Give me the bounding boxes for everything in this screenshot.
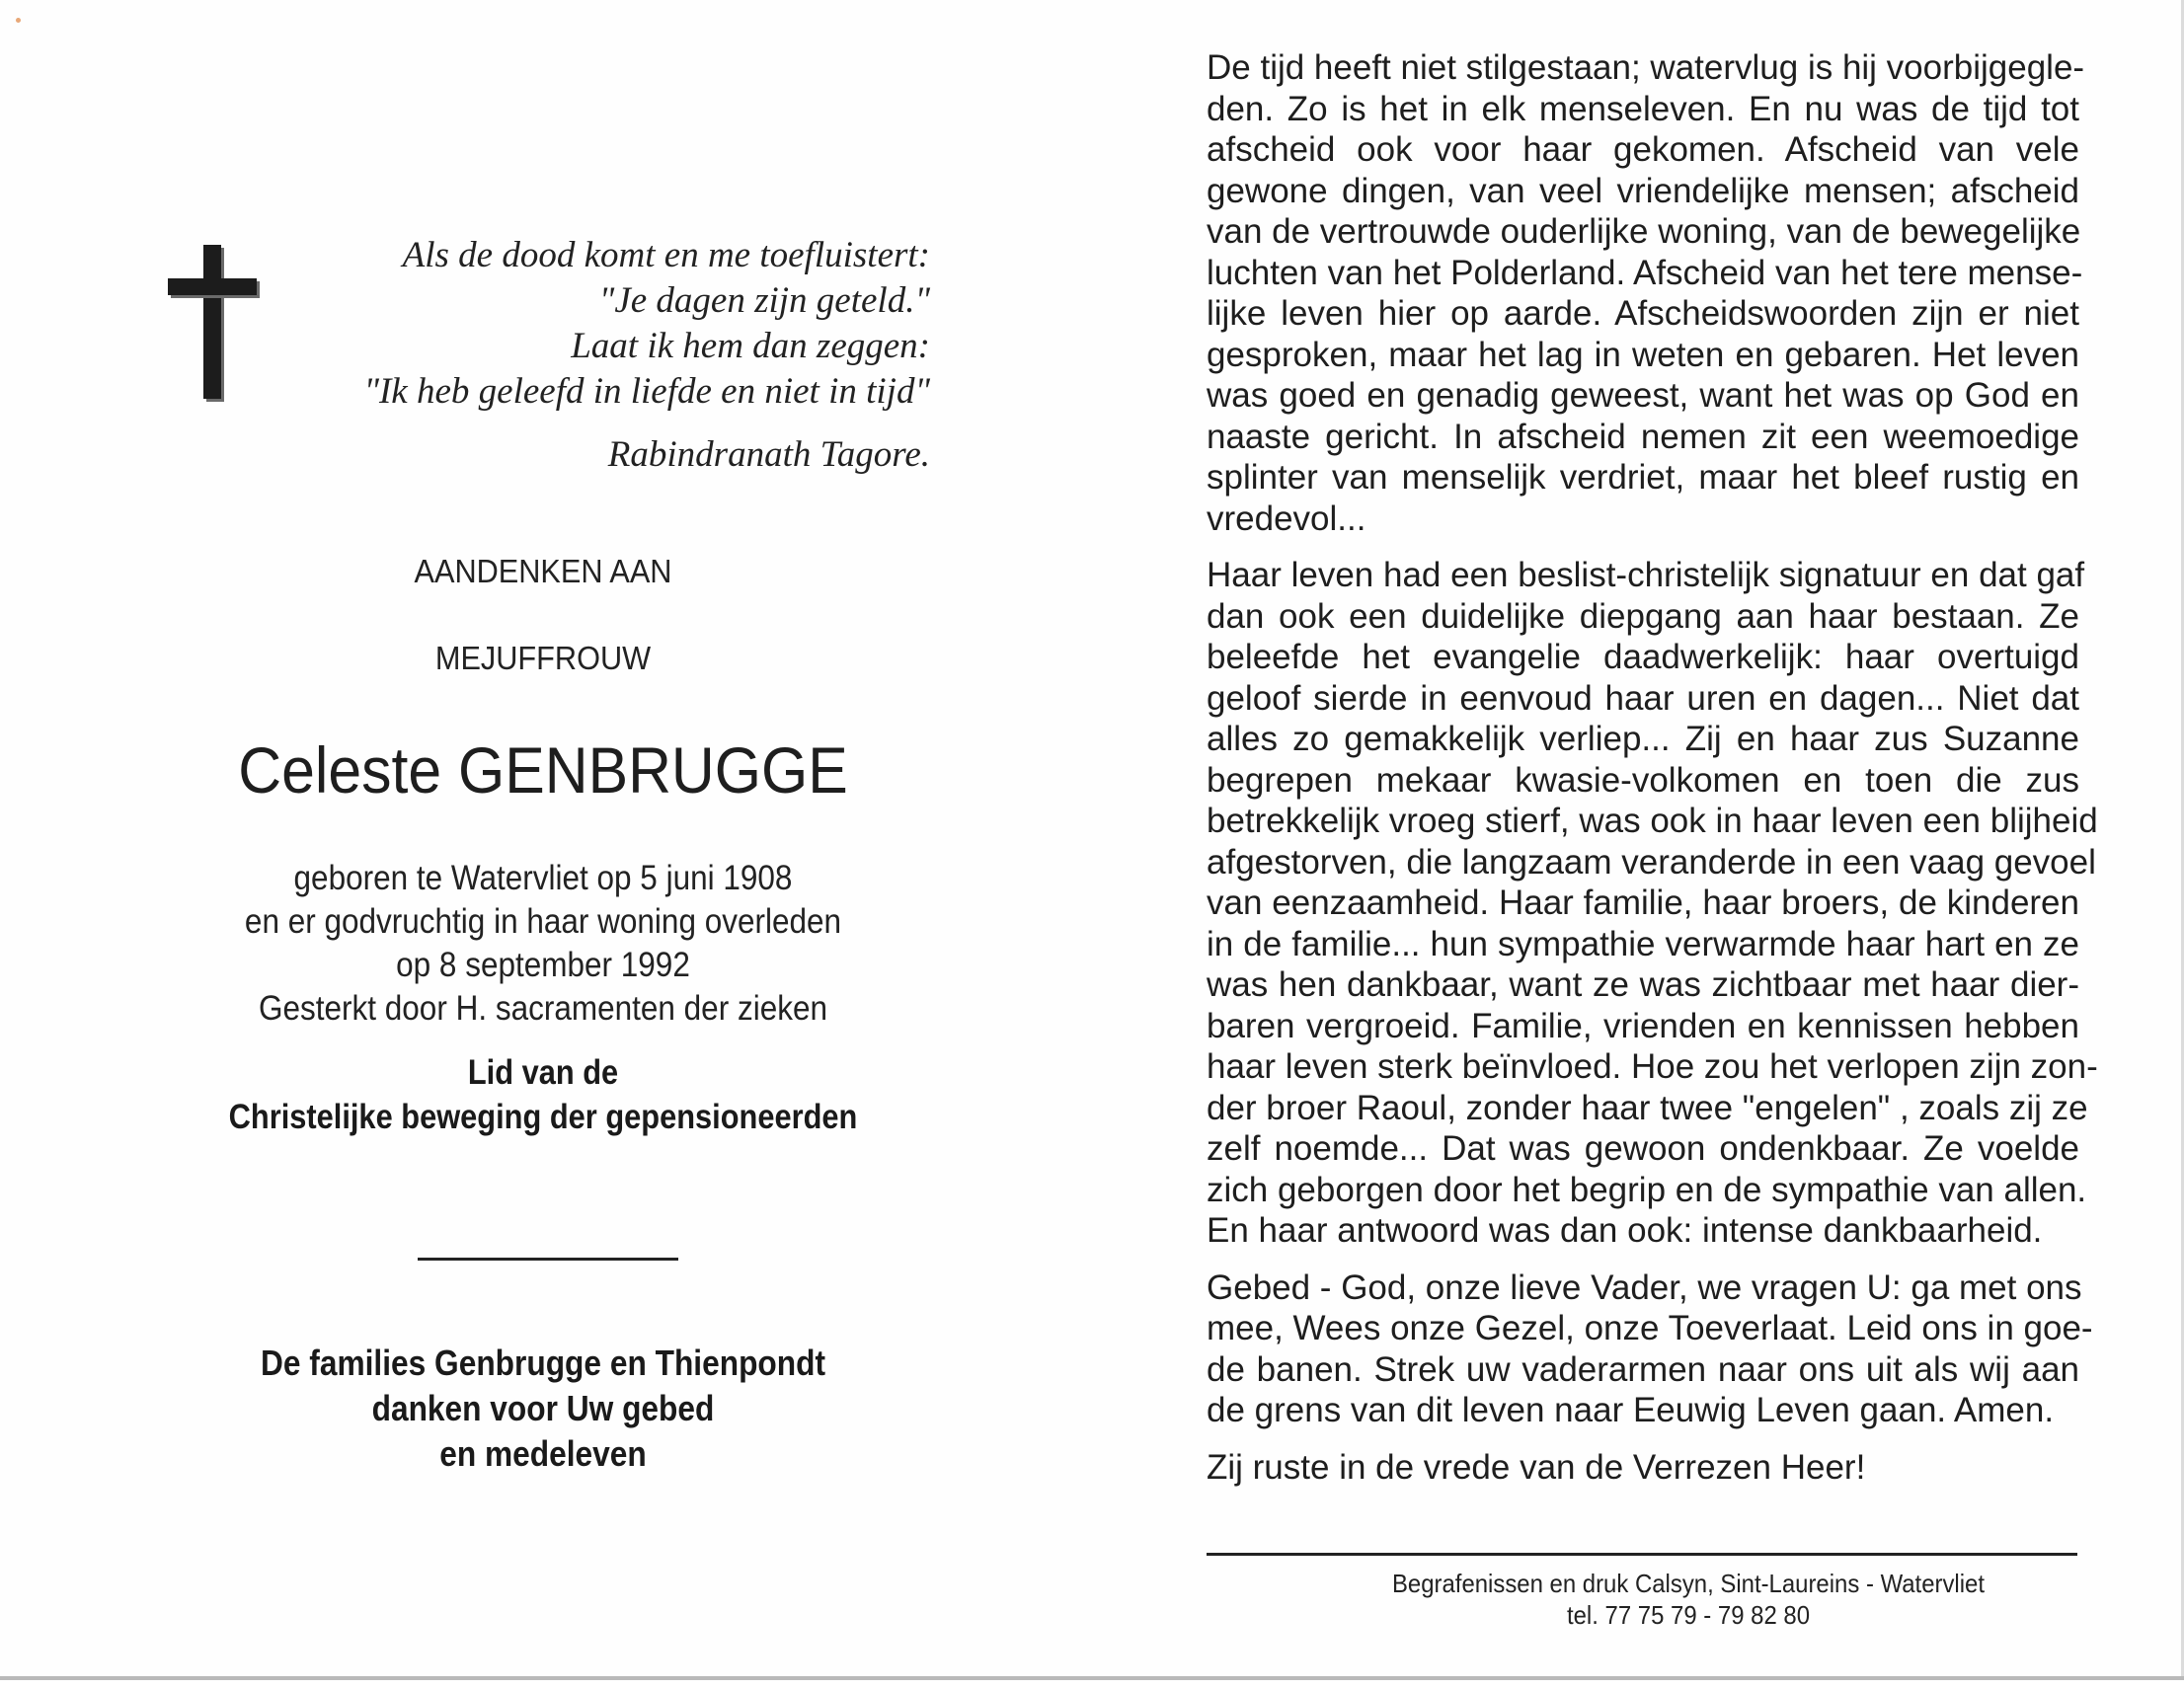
- text-line: afgestorven, die langzaam veranderde in een vaag gevoel: [1207, 842, 2096, 882]
- closing-line: [1207, 1447, 2079, 1489]
- text-line: begrepen mekaar kwasie-volkomen en toen die zus: [1207, 760, 2079, 800]
- text-line: lijke leven hier op aarde. Afscheidswoorden zijn er niet: [1207, 294, 2079, 333]
- text-line: gesproken, maar het lag in weten en gebaren. Het leven: [1207, 335, 2079, 374]
- membership: [170, 1050, 917, 1139]
- text-line: splinter van menselijk verdriet, maar het bleef rustig en: [1207, 458, 2079, 497]
- cross-icon: [168, 245, 259, 399]
- poem-line: Laat ik hem dan zeggen:: [571, 326, 930, 366]
- text-line: dan ook een duidelijke diepgang aan haar bestaan. Ze: [1207, 596, 2079, 636]
- thanks-line: De families Genbrugge en Thienpondt: [260, 1343, 826, 1383]
- text-line: was goed en genadig geweest, want het was op God en: [1207, 376, 2079, 415]
- paragraph-prayer: [1207, 1267, 2093, 1431]
- paragraph-farewell: [1207, 47, 2085, 539]
- poem-author: Rabindranath Tagore.: [607, 434, 930, 475]
- text-line: beleefde het evangelie daadwerkelijk: haar overtuigd: [1207, 638, 2079, 676]
- printer-footer: [1316, 1568, 2061, 1631]
- poem-line: "Je dagen zijn geteld.": [598, 280, 930, 321]
- text-line: Haar leven had een beslist-christelijk signatuur en dat gaf: [1207, 556, 2085, 594]
- poem-line: "Ik heb geleefd in liefde en niet in tijd": [363, 371, 930, 412]
- text-line: naaste gericht. In afscheid nemen zit een weemoedige: [1207, 417, 2079, 456]
- text-line: was hen dankbaar, want ze was zichtbaar met haar dier-: [1207, 965, 2079, 1004]
- divider: [418, 1258, 678, 1261]
- text-line: de banen. Strek uw vaderarmen naar ons uit als wij aan: [1207, 1349, 2079, 1389]
- text-line: alles zo gemakkelijk verliep... Zij en haar zus Suzanne: [1207, 720, 2079, 758]
- text-line: afscheid ook voor haar gekomen. Afscheid van vele: [1207, 130, 2079, 169]
- thanks-line: danken voor Uw gebed: [371, 1388, 715, 1428]
- paper-speck: [16, 18, 21, 23]
- text-line: van eenzaamheid. Haar familie, haar broers, de kinderen: [1207, 883, 2079, 922]
- paragraph-life: [1207, 555, 2098, 1252]
- text-line: gewone dingen, van veel vriendelijke mensen; afscheid: [1207, 171, 2079, 210]
- text-line: De tijd heeft niet stilgestaan; watervlug is hij voorbijgegle-: [1207, 48, 2085, 87]
- membership-line: Christelijke beweging der gepensioneerden: [228, 1098, 858, 1136]
- tribute-text: [1207, 47, 2098, 1503]
- poem: [363, 233, 930, 478]
- footer-rule: [1207, 1553, 2077, 1556]
- text-line: Gebed - God, onze lieve Vader, we vragen U: ga met ons: [1207, 1267, 2082, 1307]
- text-line: haar leven sterk beïnvloed. Hoe zou het verlopen zijn zon-: [1207, 1047, 2098, 1086]
- card-shadow: [0, 1676, 2184, 1680]
- detail-line: geboren te Watervliet op 5 juni 1908: [293, 859, 793, 897]
- text-line: vredevol...: [1207, 499, 1366, 538]
- text-line: Zij ruste in de vrede van de Verrezen Heer!: [1207, 1447, 1866, 1487]
- thanks-line: en medeleven: [439, 1433, 647, 1474]
- text-line: der broer Raoul, zonder haar twee "engelen" , zoals zij ze: [1207, 1088, 2088, 1127]
- poem-line: Als de dood komt en me toefluistert:: [402, 235, 930, 275]
- text-line: zelf noemde... Dat was gewoon ondenkbaar. Ze voelde: [1207, 1129, 2079, 1168]
- printer-phone: tel. 77 75 79 - 79 82 80: [1566, 1600, 1811, 1630]
- detail-line: Gesterkt door H. sacramenten der zieken: [258, 989, 827, 1028]
- life-details: [161, 857, 925, 1031]
- text-line: de grens van dit leven naar Eeuwig Leven gaan. Amen.: [1207, 1391, 2055, 1429]
- text-line: van de vertrouwde ouderlijke woning, van de bewegelijke: [1207, 212, 2081, 251]
- memento-heading: AANDENKEN AAN: [414, 553, 672, 589]
- membership-line: Lid van de: [467, 1053, 619, 1092]
- text-line: luchten van het Polderland. Afscheid van het tere mense-: [1207, 253, 2083, 292]
- detail-line: op 8 september 1992: [396, 946, 690, 984]
- text-line: betrekkelijk vroeg stierf, was ook in haar leven een blijheid: [1207, 802, 2098, 840]
- text-line: in de familie... hun sympathie verwarmde haar hart en ze: [1207, 924, 2079, 963]
- deceased-name: Celeste GENBRUGGE: [238, 733, 848, 806]
- text-line: En haar antwoord was dan ook: intense dankbaarheid.: [1207, 1211, 2043, 1250]
- printer-name: Begrafenissen en druk Calsyn, Sint-Laureins - Watervliet: [1391, 1569, 1986, 1598]
- honorific: MEJUFFROUW: [434, 640, 652, 676]
- text-line: den. Zo is het in elk menseleven. En nu was de tijd tot: [1207, 89, 2079, 128]
- text-line: mee, Wees onze Gezel, onze Toeverlaat. Leid ons in goe-: [1207, 1309, 2093, 1347]
- family-thanks: [170, 1341, 917, 1477]
- text-line: geloof sierde in eenvoud haar uren en dagen... Niet dat: [1207, 678, 2079, 718]
- detail-line: en er godvruchtig in haar woning overleden: [244, 902, 842, 941]
- text-line: baren vergroeid. Familie, vrienden en kennissen hebben: [1207, 1006, 2079, 1045]
- text-line: zich geborgen door het begrip en de sympathie van allen.: [1207, 1170, 2087, 1209]
